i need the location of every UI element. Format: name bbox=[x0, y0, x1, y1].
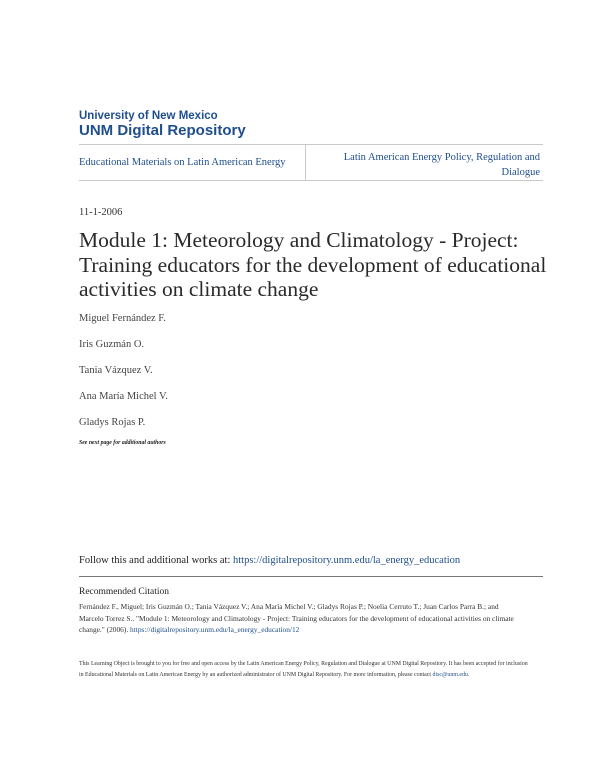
divider-top bbox=[79, 144, 543, 145]
university-name[interactable]: University of New Mexico bbox=[79, 110, 218, 122]
citation-heading: Recommended Citation bbox=[79, 587, 169, 597]
author-name: Miguel Fernández F. bbox=[79, 313, 166, 324]
follow-line bbox=[79, 555, 460, 566]
divider-vertical bbox=[305, 145, 306, 180]
notice-end: . bbox=[467, 671, 470, 678]
divider-citation bbox=[79, 576, 543, 577]
notice-body: This Learning Object is brought to you for free and open access by the Latin American Energy Policy, Regulation and Dialogue at UNM Digital Repository. It has been accepted for inclusion in Educational Materials on Latin American Energy by an authorized administrator of UNM Digital Repository. For more information, please contact bbox=[79, 661, 528, 678]
document-title: Module 1: Meteorology and Climatology - Project: Training educators for the development of educational activities on climate change bbox=[79, 228, 547, 301]
repository-name[interactable]: UNM Digital Repository bbox=[79, 122, 246, 139]
author-name: Tania Vázquez V. bbox=[79, 365, 153, 376]
publication-date: 11-1-2006 bbox=[79, 207, 123, 218]
author-name: Gladys Rojas P. bbox=[79, 417, 146, 428]
author-name: Iris Guzmán O. bbox=[79, 339, 145, 350]
author-name: Ana María Michel V. bbox=[79, 391, 168, 402]
citation-text bbox=[79, 601, 524, 636]
access-notice bbox=[79, 659, 529, 680]
citation-link[interactable]: https://digitalrepository.unm.edu/la_energy_education/12 bbox=[130, 625, 300, 634]
additional-authors-note: See next page for additional authors bbox=[79, 440, 166, 446]
series-link[interactable]: Latin American Energy Policy, Regulation and Dialogue bbox=[343, 152, 540, 178]
follow-link[interactable]: https://digitalrepository.unm.edu/la_energy_education bbox=[233, 555, 461, 566]
contact-email-link[interactable]: disc@unm.edu bbox=[432, 671, 468, 678]
citation-body: Fernández F., Miguel; Iris Guzmán O.; Tania Vázquez V.; Ana María Michel V.; Gladys Rojas P.; Noelia Cerruto T.; Juan Carlos Parra B.; and Marcelo Torrez S.. "Module 1: Meteorology and Climatology - Project: Training educators for the development of educational activities on climate change." (2006). bbox=[79, 602, 514, 634]
divider-bottom bbox=[79, 180, 543, 181]
follow-label: Follow this and additional works at: bbox=[79, 555, 233, 566]
collection-link[interactable]: Educational Materials on Latin American Energy bbox=[79, 157, 286, 168]
